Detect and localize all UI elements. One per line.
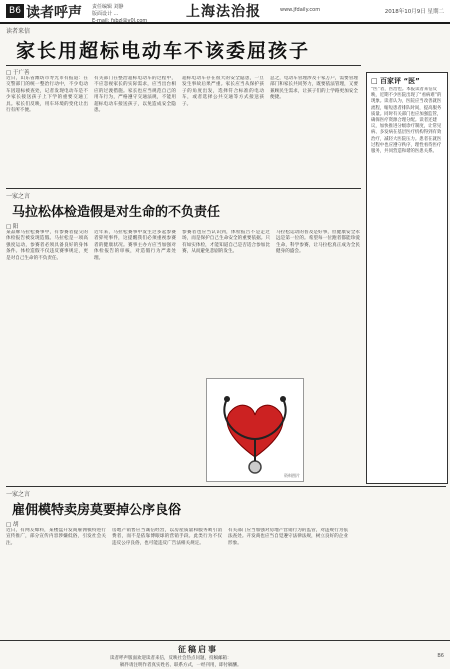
issue-date: 2018年10月9日 星期二 [384, 9, 444, 15]
footer-line2: 稿件请注明作者真实姓名、联系方式，一经刊用，即付稿酬。 [120, 663, 242, 668]
section2-col3: 参赛者也应当认识到，体检报告不是走过场，而是保护自己生命安全的重要依据。只有如实体检，才能知道自己是否适合参加比赛，从而避免悲剧的发生。 [182, 230, 270, 255]
footer-notice [0, 640, 450, 669]
footer-line1: 读者呼声版面欢迎读者来信，反映社会热点问题，投稿邮箱： [110, 656, 232, 661]
section2-col4: 马拉松运动的普及是好事，但健康安全永远是第一位的。希望每一位跑者都能珍爱生命，科学参赛，让马拉松真正成为全民健身的盛会。 [276, 230, 360, 255]
divider [6, 486, 446, 487]
editor-info: 责任编辑 刘静 版面设计 ... E-mail: fsbzl@v0l.com [92, 4, 148, 24]
section2-col2: 近年来，马拉松赛事中发生过多起参赛者猝死事件，这提醒我们必须重视参赛者的健康状况。赛事主办方应当加强对体检报告的审核，对造假行为严肃处理。 [94, 230, 176, 261]
footer-title: 征稿启事 [178, 645, 218, 654]
section1-label: 读者来信 [6, 28, 31, 35]
section2-col1: 某品牌马拉松赛事中，有参赛者提交的体检报告被发现造假。马拉松是一项高强度运动，参赛者必须具备良好的身体条件。体检造假不仅违反赛事规定，更是对自己生命的不负责任。 [6, 230, 88, 261]
divider [6, 65, 361, 66]
photo-caption: 资料图片 [284, 473, 300, 478]
section2-headline: 马拉松体检造假是对生命的不负责任 [12, 205, 221, 220]
section1-byline: □ 于广善 [6, 70, 30, 76]
section3-byline: □ 胡 [6, 522, 19, 528]
section2-byline: □ 阳 [6, 224, 19, 230]
sidebar-commentary [366, 72, 448, 484]
section3-col1: 近日，有网友爆料，某楼盘开发商雇佣模特进行宣传推广，部分宣传内容涉嫌低俗，引发社会关注。 [6, 528, 106, 546]
section2-label: 一家之言 [6, 193, 31, 200]
divider [6, 188, 361, 189]
section3-col2: 房地产销售应当诚信经营，以房屋质量和服务吸引消费者，而不是依靠博眼球的营销手段。此类行为不仅违反公序良俗，也可能违反广告法相关规定。 [112, 528, 222, 546]
section1-headline: 家长用超标电动车不该委屈孩子 [16, 40, 311, 62]
website-url: www.jfdaily.com [280, 7, 321, 13]
stethoscope-heart-photo [206, 378, 304, 482]
page-badge: B6 [6, 4, 24, 18]
section1-col1: 近日，山东省潍坊市寿光市有报道：在交警部门的统一整治行动中，不少电动车因超标被查处，记者发现电动车是不少家长接送孩子上下学的重要交通工具。家长们反映，用车环境的变化让出行有所不便。 [6, 76, 88, 114]
page-number: B6 [437, 653, 444, 659]
section1-col4: 总之，电动车管理涉及千家万户，需要管理部门和家长共同努力，既要依法管理，又要兼顾民生需求，让孩子们的上学路更加安全便捷。 [270, 76, 358, 101]
masthead [0, 0, 450, 24]
section1-col3: 超标电动车存在很大的安全隐患，一旦发生事故后果严重。家长应当从保护孩子的角度出发，选择符合标准的电动车，或者选择公共交通等方式接送孩子。 [182, 76, 264, 107]
newspaper-logo: 上海法治报 [186, 4, 261, 20]
section-title: 读者呼声 [26, 5, 82, 21]
section3-col3: 有关部门应当加强对房地产营销行为的监管，对违规行为依法查处。开发商也应当自觉遵守法律法规，树立良好的企业形象。 [228, 528, 348, 546]
section1-col2: 有关部门在整治超标电动车的过程中，不应忽视家长的实际需求，应当出台相应的过渡措施。家长也应当规范自己的用车行为，严格遵守交通法规，不能用超标电动车接送孩子，以免造成安全隐患。 [94, 76, 176, 114]
section3-headline: 雇佣模特卖房莫要掉公序良俗 [12, 503, 182, 518]
stethoscope-heart-icon [207, 379, 303, 481]
sidebar-text: “医”者，医治也。本报读者来信反映，近期不少医院出现了“看病难”的现象。读者认为，医院应当改善就医流程，缩短患者排队时间，提高服务质量。同时有关部门也应加强监管，确保医疗资源合理分配。读者还建议，加快推进分级诊疗制度，让常见病、多发病在基层医疗机构得到有效治疗，减轻大医院压力。患者在就医过程中也应遵守秩序，理性看待医疗服务，共同营造和谐的医患关系。 [371, 87, 442, 155]
sidebar-title: □ 百家评 “医” [371, 77, 420, 85]
section3-label: 一家之言 [6, 491, 31, 498]
